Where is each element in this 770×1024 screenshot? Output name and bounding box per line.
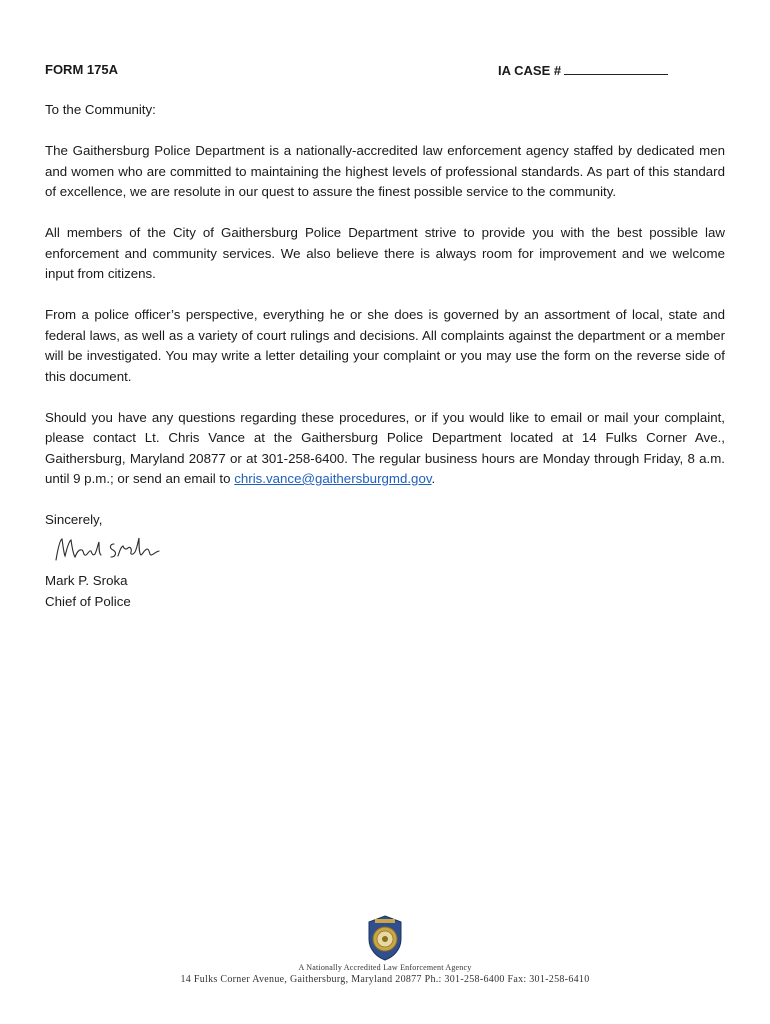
signer-title: Chief of Police xyxy=(45,593,131,609)
signature xyxy=(52,530,162,566)
salutation: To the Community: xyxy=(45,102,156,117)
footer-tagline: A Nationally Accredited Law Enforcement Agency xyxy=(298,963,472,972)
contact-text: Should you have any questions regarding these procedures, or if you would like to email or mail your complaint, please contact Lt. Chris Vance at the Gaithersburg Police Department located at 14 Fulks Corner Ave., Gaithersburg, Maryland 20877 or at 301-258-6400. The regular business hours are Monday through Friday, 8 a.m. until 9 p.m.; or send an email to xyxy=(45,409,725,486)
letter-body xyxy=(45,100,725,533)
police-seal-icon xyxy=(366,915,404,961)
footer-address: 14 Fulks Corner Avenue, Gaithersburg, Maryland 20877 Ph.: 301-258-6400 Fax: 301-258-6410 xyxy=(180,974,590,985)
form-number: FORM 175A xyxy=(45,62,118,77)
signer-name: Mark P. Sroka xyxy=(45,573,128,588)
ia-case-blank-line xyxy=(564,62,668,75)
paragraph-complaints: From a police officer’s perspective, everything he or she does is governed by an assortment of local, state and federal laws, as well as a variety of court rulings and decisions. All complaints against the department or a member will be investigated. You may write a letter detailing your complaint or you may use the form on the reverse side of this document. xyxy=(45,307,725,384)
paragraph-services: All members of the City of Gaithersburg Police Department strive to provide you with the best possible law enforcement and community services. We also believe there is always room for improvement and we welcome input from citizens. xyxy=(45,225,725,281)
letterhead-footer xyxy=(0,915,770,985)
contact-text-end: . xyxy=(431,471,436,486)
paragraph-accreditation: The Gaithersburg Police Department is a nationally-accredited law enforcement agency staffed by dedicated men and women who are committed to maintaining the highest levels of professional standards. As part of this standard of excellence, we are resolute in our quest to assure the finest possible service to the community. xyxy=(45,143,725,199)
ia-case-field xyxy=(498,62,668,78)
form-header xyxy=(45,62,725,80)
signer-block xyxy=(45,571,131,612)
closing: Sincerely, xyxy=(45,512,103,527)
ia-case-label: IA CASE # xyxy=(498,63,562,78)
paragraph-contact xyxy=(45,408,725,490)
email-link[interactable]: chris.vance@gaithersburgmd.gov xyxy=(234,471,432,486)
